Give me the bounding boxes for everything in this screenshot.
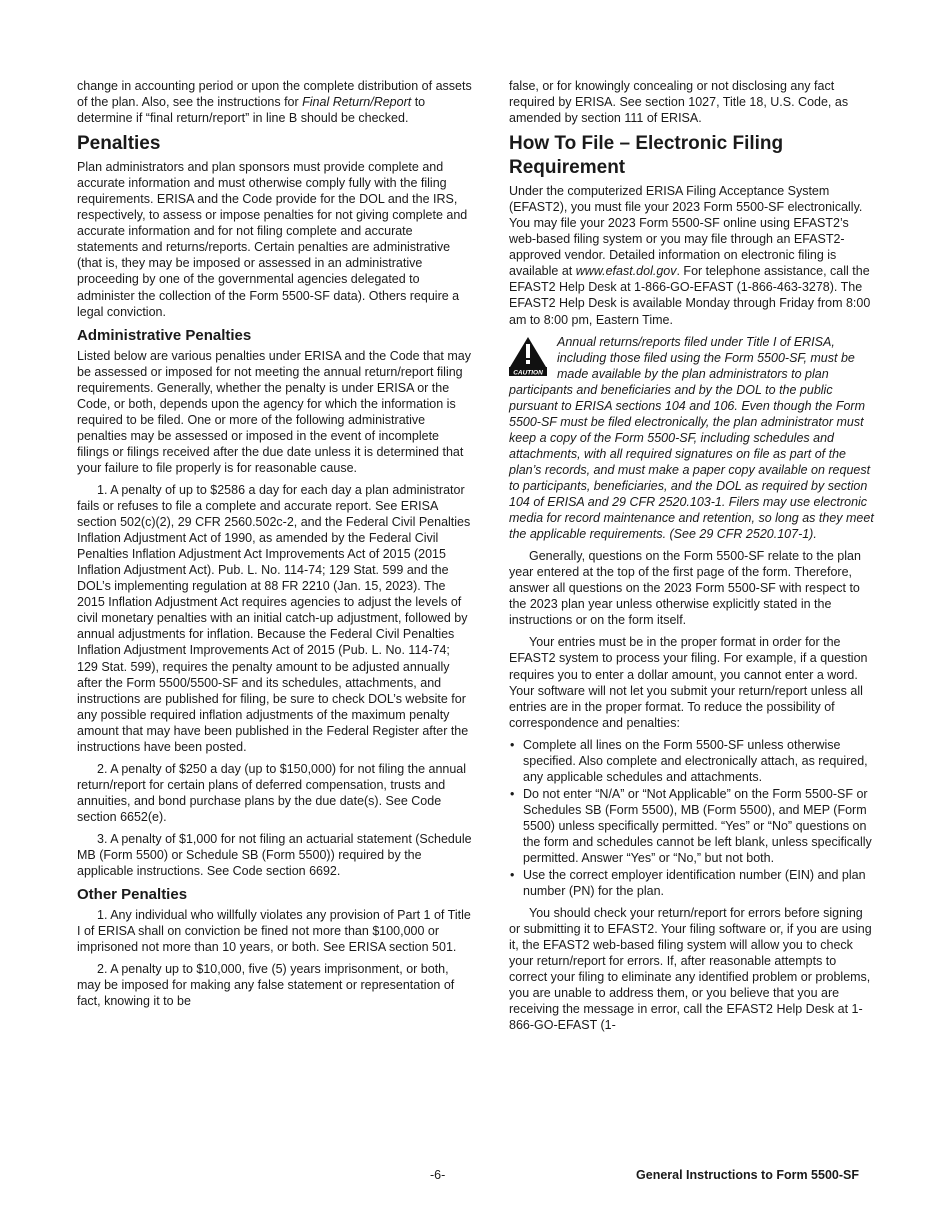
paragraph-how-to-file: Under the computerized ERISA Filing Acceptance System (EFAST2), you must file your 2023 Form 5500-SF electronically. You may file your 2023 Form 5500-SF online using EFAST2’s web-based filing system or you may file through an EFAST2-approved vendor. Detailed information on electronic filing is available at www.efast.dol.gov. For telephone assistance, call the EFAST2 Help Desk at 1-866-GO-EFAST (1-866-463-3278). The EFAST2 Help Desk is available Monday through Friday from 8:00 am to 8:00 pm, Eastern Time. xyxy=(509,184,871,327)
paragraph-entries: Your entries must be in the proper format in order for the EFAST2 system to process your filing. For example, if a question requires you to enter a dollar amount, you cannot enter a word. Your software will not let you submit your return/report unless all entries are in the proper format. To reduce the possibility of correspondence and penalties: xyxy=(509,635,868,730)
paragraph-administrative-penalties: Listed below are various penalties under ERISA and the Code that may be assessed or imposed for not meeting the annual return/report filing requirements. Generally, whether the penalty is under ERISA or the Code, or both, depends upon the agency for which the information is required to be filed. One or more of the following administrative penalties may be assessed or imposed in the event of incomplete filings or filings received after the due date unless it is determined that your failure to file properly is for reasonable cause. xyxy=(77,348,471,475)
caution-text: Annual returns/reports filed under Title I of ERISA, including those filed using the Form 5500-SF, must be made available by the plan administrators to plan participants and beneficiaries and by the DOL to the public pursuant to ERISA sections 104 and 106. Even though the Form 5500-SF must be filed electronically, the plan administrator must keep a copy of the Form 5500-SF, including schedules and attachments, with all required signatures on file as part of the plan’s records, and must make a paper copy available on request to participants, beneficiaries, and the DOL as required by section 104 of ERISA and 29 CFR 2520.103-1. Filers may use electronic media for record maintenance and retention, so long as they meet the applicable requirements. (See 29 CFR 2520.107-1). xyxy=(509,334,874,542)
paragraph-other-penalty-1: 1. Any individual who willfully violates any provision of Part 1 of Title I of ERISA shall on conviction be fined not more than $100,000 or imprisoned not more than 10 years, or both. See ERISA section 501. xyxy=(77,908,471,955)
bullet-list xyxy=(509,737,875,899)
paragraph-other-penalty-2: 2. A penalty up to $10,000, five (5) years imprisonment, or both, may be imposed for making any false statement or representation of fact, knowing it to be xyxy=(77,962,455,1009)
paragraph-admin-penalty-1: 1. A penalty of up to $2586 a day for each day a plan administrator fails or refuses to file a complete and accurate report. See ERISA section 502(c)(2), 29 CFR 2560.502c-2, and the Federal Civil Penalties Inflation Adjustment Act of 1990, as amended by the Federal Civil Penalties Inflation Adjustment Act Improvements Act of 2015 (2015 Inflation Adjustment Act). Pub. L. No. 114-74; 129 Stat. 599 and the DOL’s implementing regulation at 88 FR 2210 (Jan. 15, 2023). The 2015 Inflation Adjustment Act requires agencies to adjust the levels of civil monetary penalties with an initial catch-up adjustment, followed by annual adjustments for inflation. Because the Federal Civil Penalties Inflation Adjustment Improvements Act of 2015 (Pub. L. No. 114-74; 129 Stat. 599), requires the penalty amount to be adjusted annually after the Form 5500/5500-SF and its schedules, attachments, and instructions are published for filing, be sure to check DOL’s website for any possible required inflation adjustments of the maximum penalty amount that may have been published in the Federal Register after the instructions have been posted. xyxy=(77,482,471,754)
paragraph-false-statement: false, or for knowingly concealing or not disclosing any fact required by ERISA. See section 1027, Title 18, U.S. Code, as amended by section 111 of ERISA. xyxy=(509,79,849,126)
heading-other-penalties: Other Penalties xyxy=(77,886,188,904)
list-item: • Complete all lines on the Form 5500-SF unless otherwise specified. Also complete and electronically attach, as required, any applicable schedules and attachments. xyxy=(510,737,868,784)
list-item: • Use the correct employer identification number (EIN) and plan number (PN) for the plan. xyxy=(510,868,866,899)
caution-label: CAUTION xyxy=(513,369,543,376)
final-return-italic: Final Return/Report xyxy=(302,95,412,110)
right-column xyxy=(509,78,875,1040)
page-number: -6- xyxy=(430,1168,446,1182)
list-item: • Do not enter “N/A” or “Not Applicable” on the Form 5500-SF or Schedules SB (Form 5500), MB (Form 5500), and MEP (Form 5500) unless specifically permitted. “Yes” or “No” questions on the form and schedules cannot be left blank, unless specifically permitted. Answer “Yes” or “No,” but not both. xyxy=(510,786,872,866)
heading-penalties: Penalties xyxy=(77,133,161,155)
paragraph-final-return: change in accounting period or upon the complete distribution of assets of the plan. Also, see the instructions for Final Return/Report to determine if “final return/report” in line B should be checked. xyxy=(77,79,472,126)
heading-administrative-penalties: Administrative Penalties xyxy=(77,326,252,344)
footer-title: General Instructions to Form 5500-SF xyxy=(636,1168,859,1182)
caution-icon xyxy=(509,336,547,376)
heading-how-to-file: How To File – Electronic Filing Requirement xyxy=(509,133,784,179)
paragraph-admin-penalty-2: 2. A penalty of $250 a day (up to $150,000) for not filing the annual return/report for certain plans of deferred compensation, trusts and annuities, and bond purchase plans by the due date(s). See Code section 6652(e). xyxy=(77,761,467,824)
paragraph-admin-penalty-3: 3. A penalty of $1,000 for not filing an actuarial statement (Schedule MB (Form 5500) or Schedule SB (Form 5500)) required by the applicable instructions. See Code section 6692. xyxy=(77,831,472,879)
left-column xyxy=(77,78,473,1015)
paragraph-generally: Generally, questions on the Form 5500-SF relate to the plan year entered at the top of the first page of the form. Therefore, answer all questions on the 2023 Form 5500-SF with respect to the 2023 plan year unless otherwise explicitly stated in the instructions or on the form itself. xyxy=(509,549,861,628)
efast-url: www.efast.dol.gov xyxy=(575,264,677,279)
caution-note xyxy=(509,334,875,543)
paragraph-check-errors: You should check your return/report for errors before signing or submitting it to EFAST2. Your filing software or, if you are using it, the EFAST2 web-based filing system will allow you to check your return/report for errors. If, after reasonable attempts to correct your filing to eliminate any identified problem or problems, you are unable to address them, or you believe that you are receiving the message in error, call the EFAST2 Help Desk at 1-866-GO-EFAST (1- xyxy=(509,906,872,1033)
paragraph-penalties: Plan administrators and plan sponsors must provide complete and accurate information and must otherwise comply fully with the filing requirements. ERISA and the Code provide for the DOL and the IRS, respectively, to assess or impose penalties for not giving complete and accurate information and for not filing complete and accurate statements and returns/reports. Certain penalties are administrative (that is, they may be imposed or assessed in an administrative proceeding by one of the governmental agencies delegated to administer the collection of the Form 5500-SF data). Others require a legal conviction. xyxy=(77,160,468,319)
